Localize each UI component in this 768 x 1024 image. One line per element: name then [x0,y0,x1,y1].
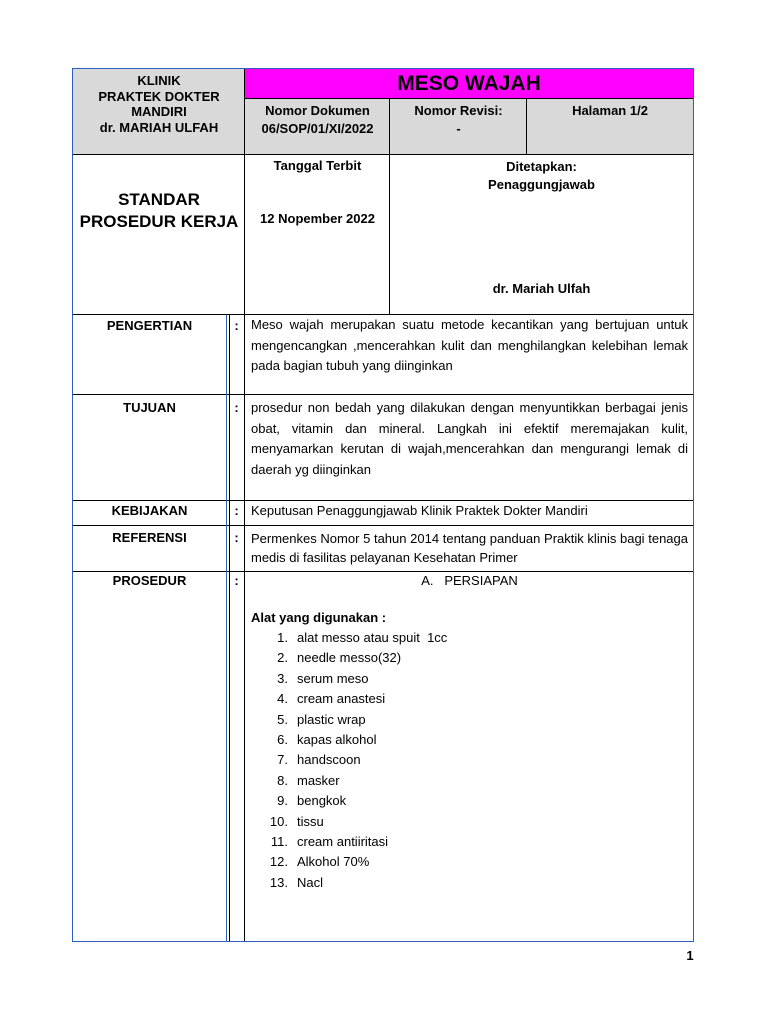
tool-item-number: 13. [269,874,288,890]
document-title: MESO WAJAH [245,69,693,99]
tool-item-number: 9. [277,793,288,809]
tool-item-number: 2. [277,650,288,666]
sop-title-line: PROSEDUR KERJA [79,212,239,231]
tool-item-number: 7. [277,752,288,768]
clinic-line: PRAKTEK DOKTER [98,88,220,104]
referensi-label: REFERENSI [112,530,187,545]
ditetapkan-signatory: dr. Mariah Ulfah [492,281,591,296]
tool-item-number: 3. [277,670,288,686]
tool-item-text: Nacl [297,874,324,890]
ditetapkan-role: Penaggungjawab [488,177,595,192]
tool-item-number: 6. [277,732,288,748]
nomor-revisi-label: Nomor Revisi: [414,103,503,118]
tool-item-number: 4. [277,691,288,707]
tanggal-terbit-cell [245,155,390,315]
tool-item [251,669,688,689]
tool-item-number: 1. [277,630,288,645]
tool-item-text: serum meso [297,670,369,686]
clinic-line: KLINIK [137,73,181,88]
nomor-dokumen-value: 06/SOP/01/XI/2022 [261,121,374,136]
tool-item [251,689,688,709]
colon-separator: : [234,503,239,518]
nomor-dokumen-label: Nomor Dokumen [265,103,370,118]
tool-item [251,873,688,893]
tools-heading: Alat yang digunakan : [251,610,387,625]
tool-item [251,812,688,832]
nomor-revisi-cell [390,99,527,155]
clinic-line: dr. MARIAH ULFAH [99,119,219,135]
nomor-revisi-value: - [456,121,461,136]
tools-list [251,628,688,893]
tool-item-number: 8. [277,772,288,788]
tool-item [251,710,688,730]
pengertian-label: PENGERTIAN [106,318,193,333]
tool-item-text: bengkok [297,793,347,809]
tool-item-number: 11. [270,834,288,850]
colon-separator: : [234,573,239,588]
tujuan-text: prosedur non bedah yang dilakukan dengan menyuntikkan berbagai jenis obat, vitamin dan mineral. Langkah ini efektif meremajakan kulit, menyamarkan kerutan di wajah,mencerahkan dan mengurangi lemak di daerah yg diinginkan [251,400,688,477]
tanggal-terbit-value: 12 Nopember 2022 [260,211,375,226]
halaman-cell [527,99,693,155]
tanggal-terbit-label: Tanggal Terbit [273,158,362,173]
persiapan-heading: A. PERSIAPAN [421,573,518,588]
ditetapkan-label: Ditetapkan: [506,159,577,174]
sop-title-cell [73,155,245,315]
tool-item [251,730,688,750]
tool-item [251,771,688,791]
tool-item-text: kapas alkohol [297,732,377,748]
tool-item-text: cream anastesi [297,691,386,707]
tool-item [251,628,688,648]
colon-separator: : [234,530,239,545]
ditetapkan-cell [390,155,693,315]
colon-separator: : [234,318,239,333]
nomor-dokumen-cell [245,99,390,155]
halaman-value: Halaman 1/2 [572,103,648,118]
prosedur-label: PROSEDUR [112,573,187,588]
tool-item-text: plastic wrap [297,711,366,727]
tool-item-text: handscoon [297,752,361,768]
pengertian-text: Meso wajah merupakan suatu metode kecantikan yang bertujuan untuk mengencangkan ,mencerahkan kulit dan menghilangkan kelebihan lemak pada bagian tubuh yang diinginkan [251,317,688,373]
sop-document-frame [72,68,694,942]
tool-item [251,750,688,770]
kebijakan-text: Keputusan Penaggungjawab Klinik Praktek Dokter Mandiri [251,503,588,518]
tool-item [251,648,688,668]
tool-item-number: 10. [269,813,288,829]
tujuan-label: TUJUAN [123,400,176,415]
kebijakan-label: KEBIJAKAN [111,503,188,518]
tool-item-number: 12. [269,854,288,870]
tool-item [251,791,688,811]
tool-item [251,832,688,852]
prosedur-content [251,573,688,893]
colon-separator: : [234,400,239,415]
tool-item-text: needle messo(32) [297,650,402,666]
tool-item-text: tissu [297,813,324,829]
tool-item-text: Alkohol 70% [297,854,370,870]
page-number: 1 [686,948,694,963]
tool-item-text: alat messo atau spuit 1cc [297,630,448,645]
tool-item-text: masker [297,772,340,788]
sop-title-line: STANDAR [118,190,200,209]
tool-item [251,852,688,872]
tool-item-text: cream antiiritasi [297,834,389,850]
tool-item-number: 5. [277,711,288,727]
referensi-text: Permenkes Nomor 5 tahun 2014 tentang panduan Praktik klinis bagi tenaga medis di fasilitas pelayanan Kesehatan Primer [251,531,688,565]
clinic-line: MANDIRI [131,104,187,119]
clinic-name-cell [73,69,245,155]
